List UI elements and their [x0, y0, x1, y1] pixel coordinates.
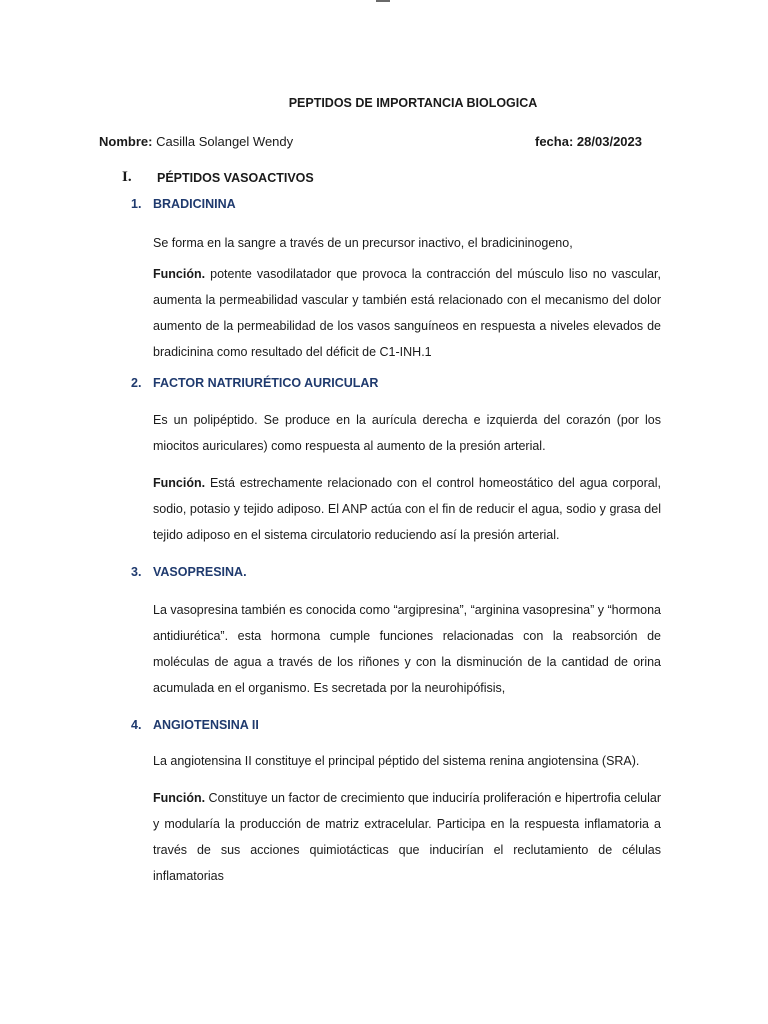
function-label: Función.: [153, 476, 206, 490]
bradicinina-intro: Se forma en la sangre a través de un precursor inactivo, el bradicininogeno,: [153, 236, 573, 250]
item-number: 4.: [131, 718, 142, 732]
section-title: PÉPTIDOS VASOACTIVOS: [157, 171, 314, 185]
factor-natriuretico-function: [153, 470, 661, 548]
item-heading-angiotensina: [131, 718, 259, 732]
name-label: Nombre:: [99, 134, 153, 149]
date-line: [535, 134, 642, 149]
item-title: FACTOR NATRIURÉTICO AURICULAR: [153, 376, 379, 390]
page-top-mark: [376, 0, 390, 2]
item-number: 2.: [131, 376, 142, 390]
function-text: Constituye un factor de crecimiento que induciría proliferación e hipertrofia celular y modularía la producción de matriz extracelular. Participa en la respuesta inflamatoria a través de sus acciones quimiotácticas que inducirían el reclutamiento de células inflamatorias: [153, 791, 661, 883]
item-number: 3.: [131, 565, 142, 579]
item-heading-factor-natriuretico: [131, 376, 378, 390]
angiotensina-intro: La angiotensina II constituye el principal péptido del sistema renina angiotensina (SRA).: [153, 754, 640, 768]
function-text: Está estrechamente relacionado con el control homeostático del agua corporal, sodio, potasio y tejido adiposo. El ANP actúa con el fin de reducir el agua, sodio y grasa del tejido adiposo en el sistema circulatorio reduciendo así la presión arterial.: [153, 476, 661, 542]
section-roman-numeral: I.: [122, 169, 132, 185]
document-title: PEPTIDOS DE IMPORTANCIA BIOLOGICA: [288, 96, 538, 110]
bradicinina-function: [153, 261, 661, 365]
function-label: Función.: [153, 791, 206, 805]
item-title: BRADICININA: [153, 197, 236, 211]
angiotensina-function: [153, 785, 661, 889]
factor-natriuretico-intro: Es un polipéptido. Se produce en la aurícula derecha e izquierda del corazón (por los miocitos auriculares) como respuesta al aumento de la presión arterial.: [153, 413, 661, 453]
function-text: potente vasodilatador que provoca la contracción del músculo liso no vascular, aumenta la permeabilidad vascular y también está relacionado con el mecanismo del dolor aumento de la permeabilidad de los vasos sanguíneos en respuesta a niveles elevados de bradicinina como resultado del déficit de C1-INH.1: [153, 267, 661, 359]
date-label: fecha:: [535, 134, 574, 149]
student-name-line: [99, 134, 293, 149]
item-heading-bradicinina: [131, 197, 236, 211]
item-title: VASOPRESINA.: [153, 565, 247, 579]
item-number: 1.: [131, 197, 142, 211]
item-heading-vasopresina: [131, 565, 247, 579]
student-name: Casilla Solangel Wendy: [156, 134, 294, 149]
function-label: Función.: [153, 267, 206, 281]
item-title: ANGIOTENSINA II: [153, 718, 259, 732]
date-value: 28/03/2023: [576, 134, 642, 149]
vasopresina-text: La vasopresina también es conocida como “argipresina”, “arginina vasopresina” y “hormona antidiurética”. esta hormona cumple funciones relacionadas con la reabsorción de moléculas de agua a través de los riñones y con la disminución de la cantidad de orina acumulada en el organismo. Es secretada por la neurohipófisis,: [153, 603, 661, 695]
